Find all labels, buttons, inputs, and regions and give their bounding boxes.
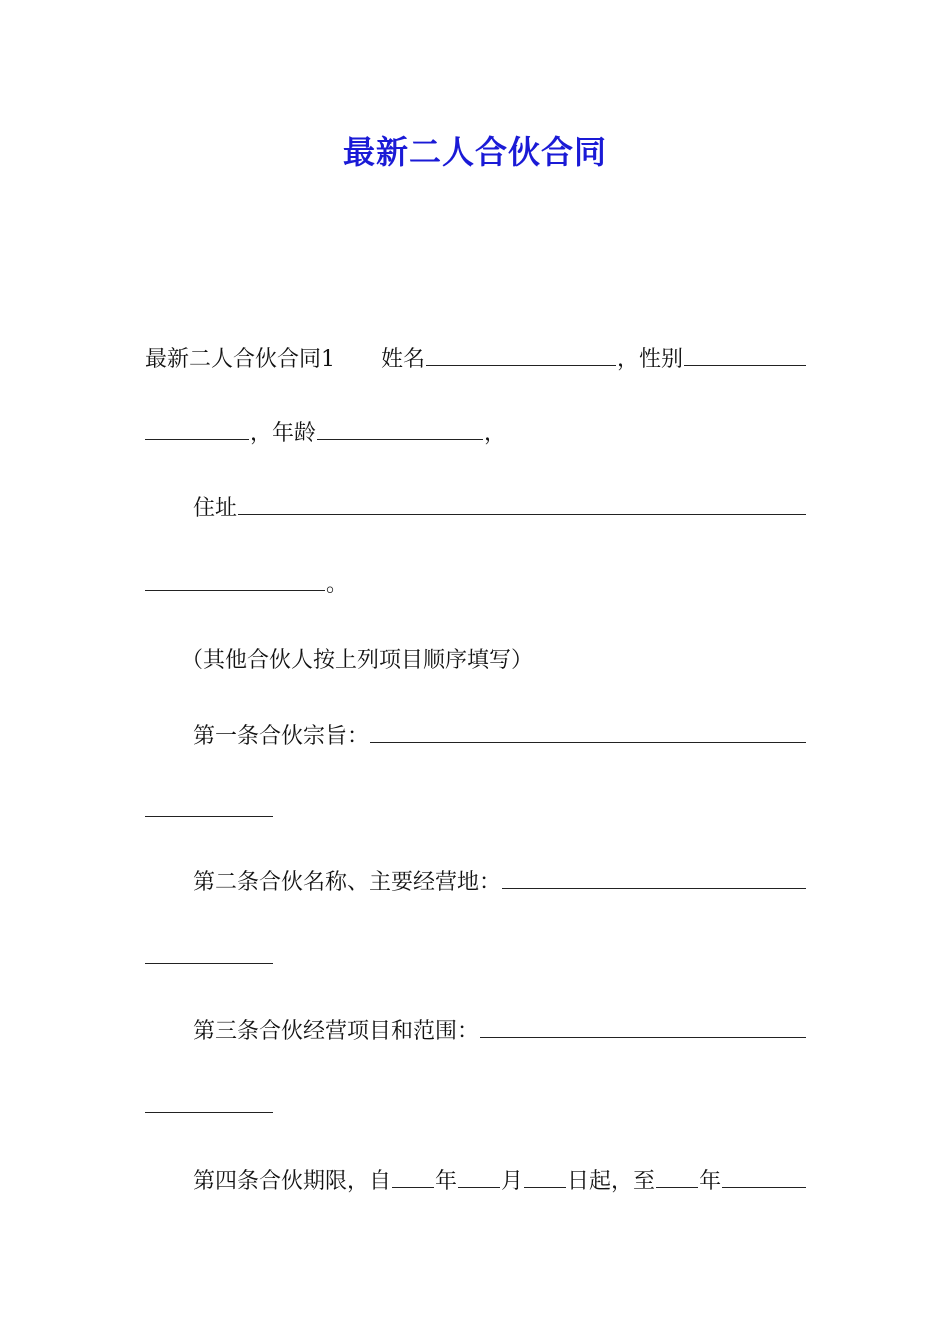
day-label: 日起，至 xyxy=(567,1169,656,1194)
article-3-blank-cont[interactable] xyxy=(145,1090,273,1113)
age-end: ， xyxy=(484,421,507,446)
age-blank[interactable] xyxy=(317,417,483,440)
contract-heading: 最新二人合伙合同1 xyxy=(145,347,335,372)
party-info-line-2 xyxy=(145,416,807,452)
article-2-text: 第二条合伙名称、主要经营地： xyxy=(193,870,502,895)
document-title: 最新二人合伙合同 xyxy=(342,133,607,171)
gender-blank[interactable] xyxy=(684,343,806,366)
address-blank-cont[interactable] xyxy=(145,568,325,591)
gender-label: ，性别 xyxy=(617,347,684,372)
article-3-text: 第三条合伙经营项目和范围： xyxy=(193,1019,480,1044)
other-partners-note xyxy=(181,643,843,679)
end-year-label: 年 xyxy=(699,1169,722,1194)
month-label: 月 xyxy=(501,1169,524,1194)
article-3 xyxy=(193,1014,807,1050)
start-month-blank[interactable] xyxy=(458,1165,500,1188)
address-end: 。 xyxy=(326,572,349,597)
article-4-text: 第四条合伙期限，自 xyxy=(193,1169,392,1194)
address-line xyxy=(193,491,807,527)
age-label: ，年龄 xyxy=(250,421,317,446)
year-label: 年 xyxy=(435,1169,458,1194)
article-1-blank[interactable] xyxy=(370,720,806,743)
end-year-blank[interactable] xyxy=(656,1165,698,1188)
address-label: 住址 xyxy=(193,496,238,521)
article-1-cont xyxy=(145,794,807,830)
other-partners-text: （其他合伙人按上列项目顺序填写） xyxy=(181,648,534,673)
address-blank[interactable] xyxy=(238,492,806,515)
article-4 xyxy=(193,1164,807,1200)
article-2 xyxy=(193,865,807,901)
article-2-blank-cont[interactable] xyxy=(145,941,273,964)
address-line-cont xyxy=(145,567,807,603)
article-3-blank[interactable] xyxy=(480,1015,806,1038)
gender-blank-cont[interactable] xyxy=(145,417,249,440)
article-1-blank-cont[interactable] xyxy=(145,794,273,817)
article-3-cont xyxy=(145,1090,807,1126)
name-label: 姓名 xyxy=(381,347,426,372)
start-year-blank[interactable] xyxy=(392,1165,434,1188)
article-1 xyxy=(193,719,807,755)
start-day-blank[interactable] xyxy=(524,1165,566,1188)
article-2-cont xyxy=(145,941,807,977)
name-blank[interactable] xyxy=(426,343,616,366)
party-info-line-1 xyxy=(145,342,807,378)
article-2-blank[interactable] xyxy=(502,866,806,889)
article-1-text: 第一条合伙宗旨： xyxy=(193,724,370,749)
end-month-blank[interactable] xyxy=(722,1165,806,1188)
